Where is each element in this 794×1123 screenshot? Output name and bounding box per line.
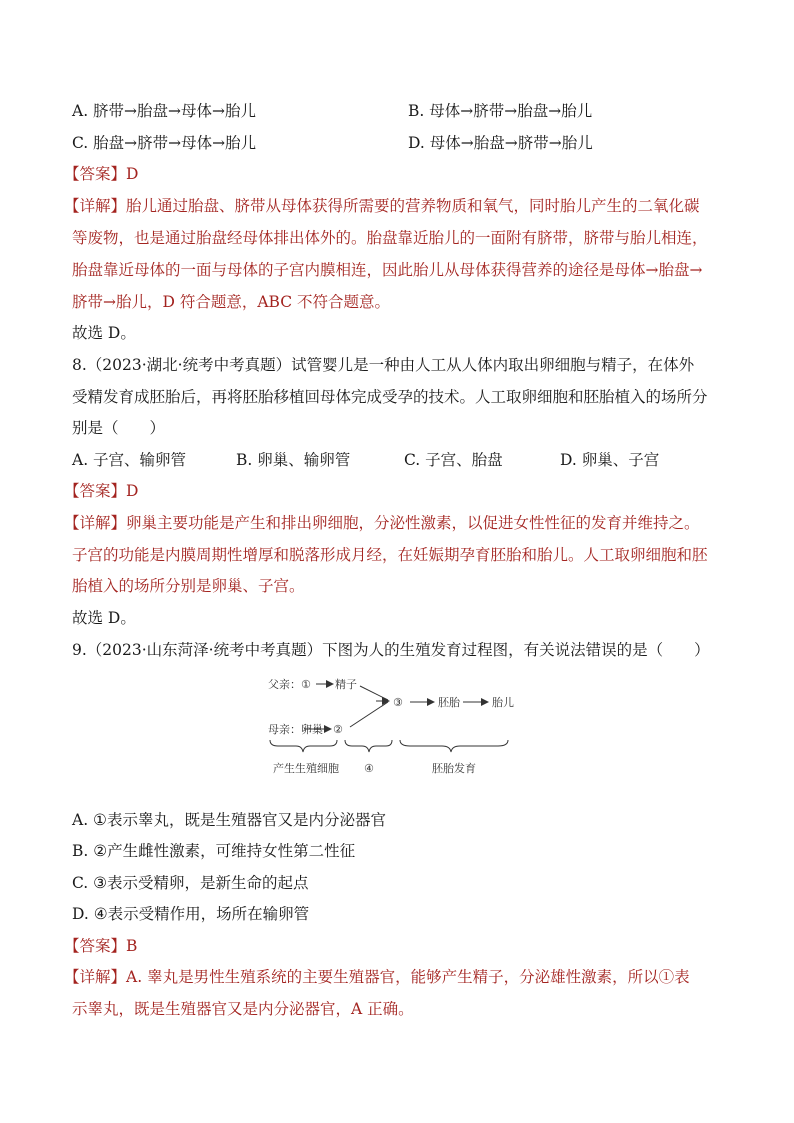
q8-option-c: C. 子宫、胎盘 <box>404 451 503 469</box>
q9-answer <box>64 936 137 956</box>
brace-gamete <box>270 740 337 752</box>
q7-detail-line-1 <box>64 196 700 216</box>
diagram-gamete-label: 产生生殖细胞 <box>273 762 339 775</box>
q9-detail-line-1 <box>64 967 690 987</box>
q9-option-b: B. ②产生雌性激素，可维持女性第二性征 <box>72 842 356 860</box>
detail-label: 【详解】 <box>64 968 127 986</box>
q8-detail-line-1 <box>64 513 700 533</box>
detail-text: A. 睾丸是男性生殖系统的主要生殖器官，能够产生精子，分泌雄性激素，所以①表 <box>126 968 690 986</box>
diagram-n2-label: ② <box>333 723 343 736</box>
q9-detail-line-2: 示睾丸，既是生殖器官又是内分泌器官，A 正确。 <box>72 1000 414 1018</box>
q9-stem: 9.（2023·山东菏泽·统考中考真题）下图为人的生殖发育过程图，有关说法错误的是（ ） <box>72 641 710 659</box>
q7-detail-line-4: 脐带→胎儿，D 符合题意，ABC 不符合题意。 <box>72 293 391 311</box>
q9-option-c: C. ③表示受精卵，是新生命的起点 <box>72 874 309 892</box>
q8-detail-line-3: 胎植入的场所分别是卵巢、子宫。 <box>72 577 305 595</box>
q7-conclusion: 故选 D。 <box>72 324 136 342</box>
diagram-sperm-label: 精子 <box>335 678 357 691</box>
q8-option-b: B. 卵巢、输卵管 <box>236 451 351 469</box>
diagram-development-label: 胚胎发育 <box>432 762 476 775</box>
q8-option-a: A. 子宫、输卵管 <box>72 451 187 469</box>
brace-fertilization <box>345 740 392 752</box>
q8-detail-line-2: 子宫的功能是内膜周期性增厚和脱落形成月经，在妊娠期孕育胚胎和胎儿。人工取卵细胞和胚 <box>72 546 708 564</box>
q8-answer <box>64 481 138 501</box>
q7-detail-line-2: 等废物，也是通过胎盘经母体排出体外的。胎盘靠近胎儿的一面附有脐带，脐带与胎儿相连， <box>72 229 708 247</box>
q7-answer <box>64 164 138 184</box>
q7-option-b: B. 母体→脐带→胎盘→胎儿 <box>408 102 593 120</box>
detail-text: 胎儿通过胎盘、脐带从母体获得所需要的营养物质和氧气，同时胎儿产生的二氧化碳 <box>126 197 700 215</box>
q7-option-a: A. 脐带→胎盘→母体→胎儿 <box>72 102 257 120</box>
detail-label: 【详解】 <box>64 197 127 215</box>
q8-conclusion: 故选 D。 <box>72 609 136 627</box>
q7-option-d: D. 母体→胎盘→脐带→胎儿 <box>408 134 593 152</box>
q8-option-d: D. 卵巢、子宫 <box>560 451 660 469</box>
q7-detail-line-3: 胎盘靠近母体的一面与母体的子宫内膜相连，因此胎儿从母体获得营养的途径是母体→胎盘→ <box>72 261 703 279</box>
diagram-embryo-label: 胚胎 <box>438 696 460 709</box>
answer-label: 【答案】 <box>64 482 127 500</box>
answer-label: 【答案】 <box>64 937 127 955</box>
q8-stem-line-1: 8.（2023·湖北·统考中考真题）试管婴儿是一种由人工从人体内取出卵细胞与精子，在体外 <box>72 356 695 374</box>
diagram-n4-label: ④ <box>364 762 374 775</box>
detail-text: 卵巢主要功能是产生和排出卵细胞，分泌性激素，以促进女性性征的发育并维持之。 <box>126 514 700 532</box>
diagram-n3-label: ③ <box>393 696 403 709</box>
q7-option-c: C. 胎盘→脐带→母体→胎儿 <box>72 134 257 152</box>
answer-value: B <box>126 937 138 955</box>
line-egg-merge <box>350 702 388 727</box>
diagram-mother-label: 母亲：卵巢 <box>268 723 323 736</box>
q8-stem-line-3: 别是（ ） <box>72 419 166 437</box>
answer-value: D <box>126 482 139 500</box>
brace-development <box>400 740 508 752</box>
q9-option-d: D. ④表示受精作用，场所在输卵管 <box>72 905 310 923</box>
diagram-fetus-label: 胎儿 <box>492 696 514 709</box>
q8-stem-line-2: 受精发育成胚胎后，再将胚胎移植回母体完成受孕的技术。人工取卵细胞和胚胎植入的场所分 <box>72 388 708 406</box>
q9-option-a: A. ①表示睾丸，既是生殖器官又是内分泌器官 <box>72 811 386 829</box>
answer-value: D <box>126 165 139 183</box>
detail-label: 【详解】 <box>64 514 127 532</box>
line-sperm-merge <box>360 686 388 700</box>
diagram-father-label: 父亲：① <box>268 678 311 691</box>
answer-label: 【答案】 <box>64 165 127 183</box>
